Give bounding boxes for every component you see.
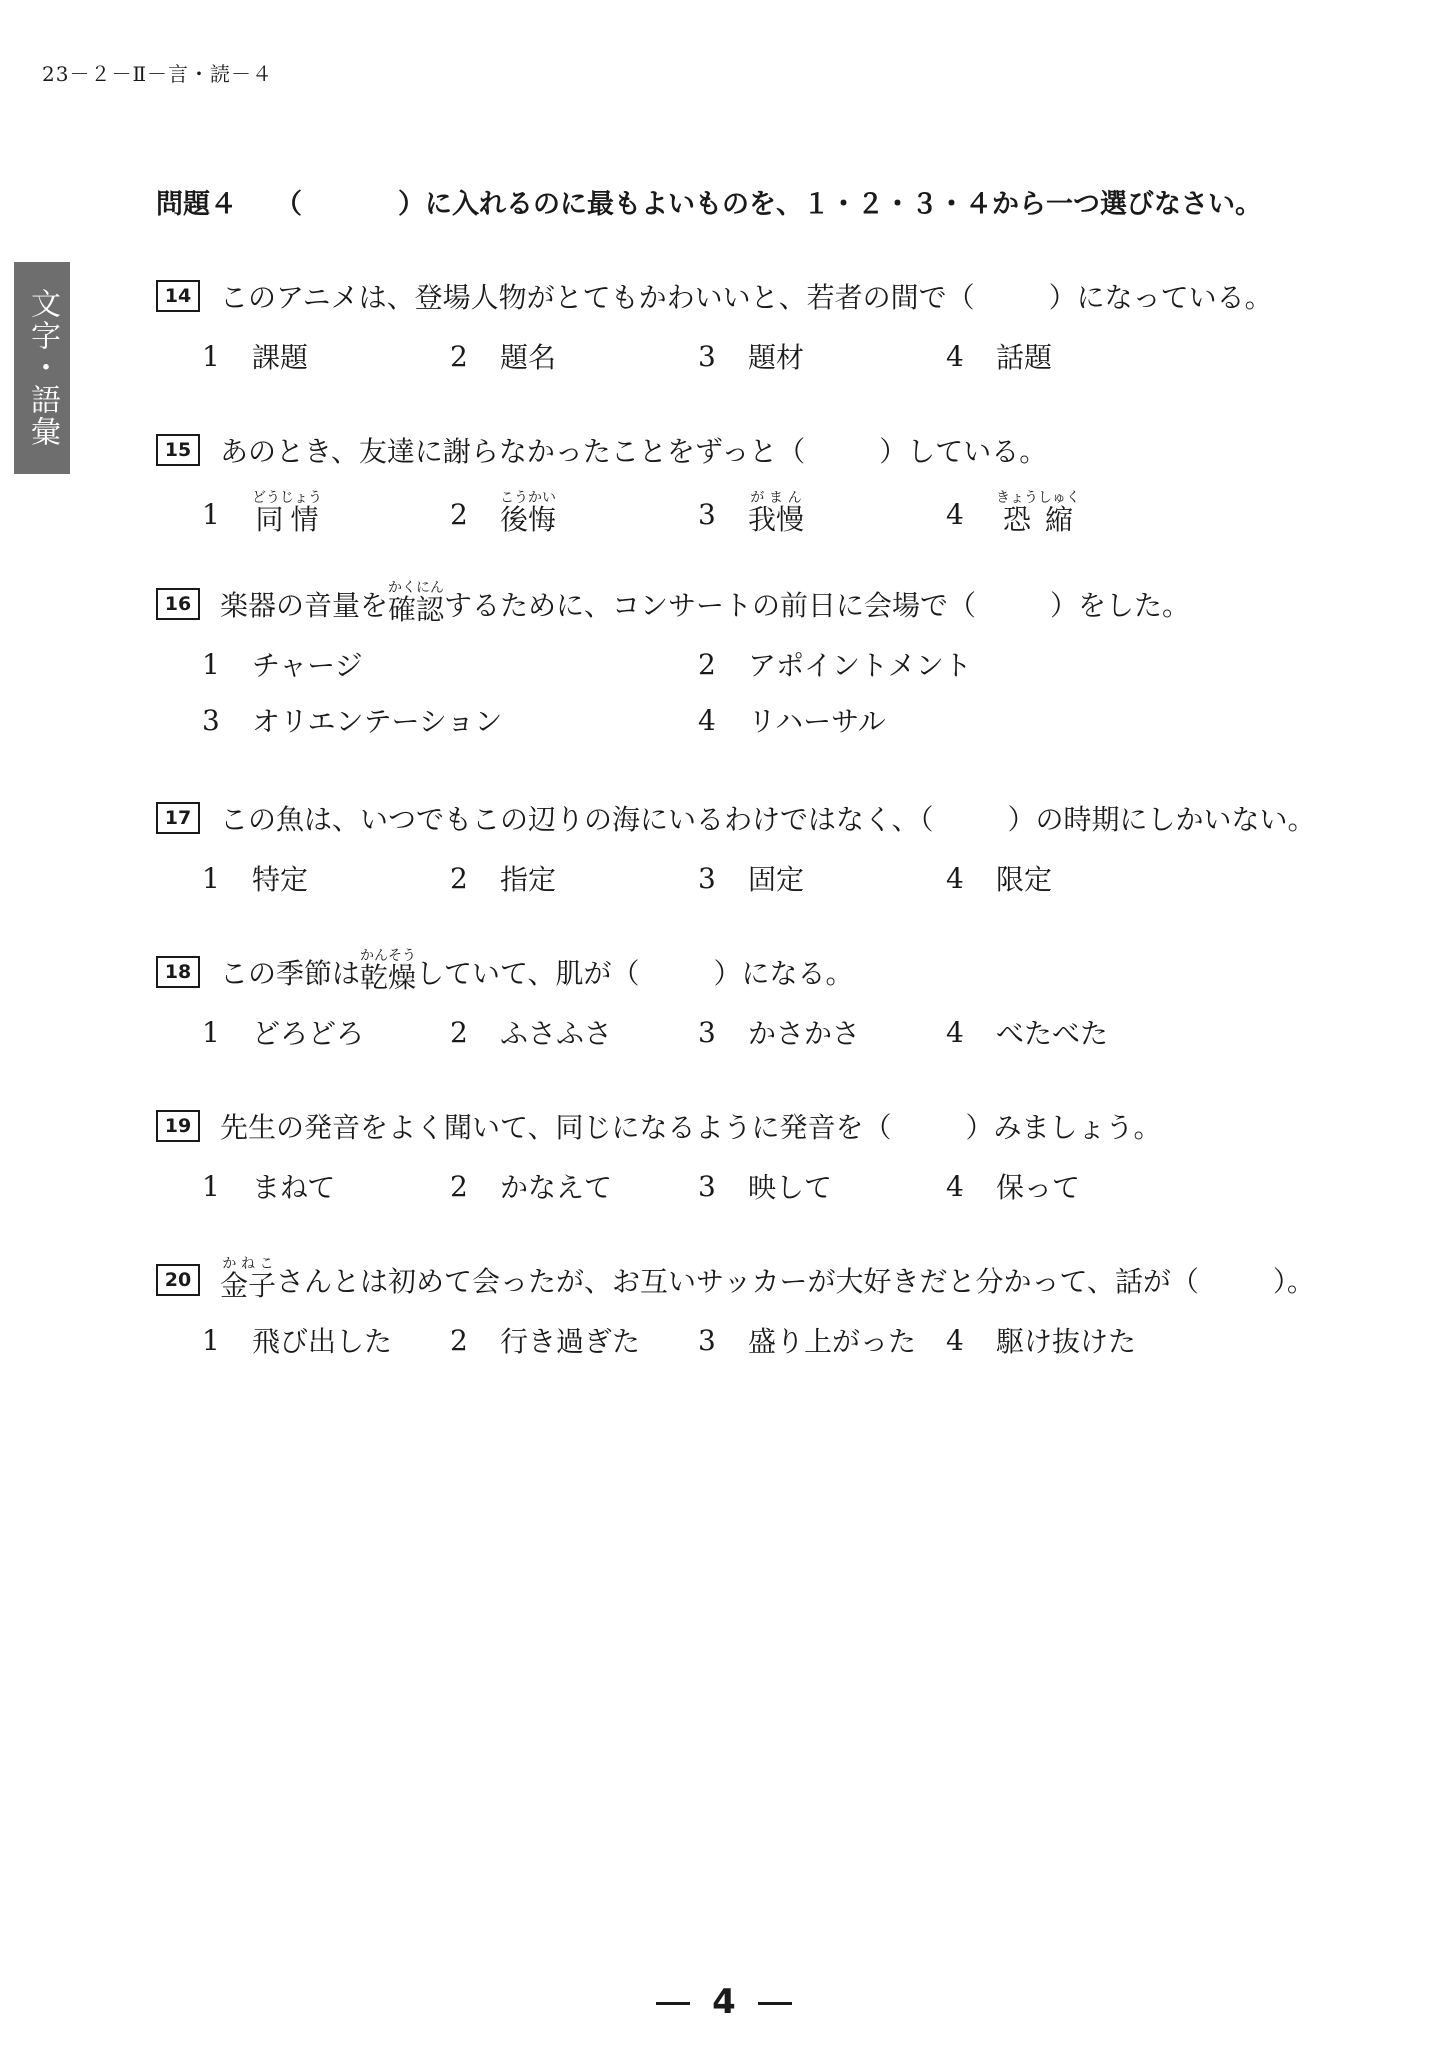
option-1: 1 どろどろ xyxy=(202,1015,365,1050)
option-2: 2 行き過ぎた xyxy=(450,1323,641,1358)
option-4: 4 限定 xyxy=(946,861,1053,896)
question-number: 14 xyxy=(156,280,200,312)
option-4: 4 恐縮きょうしゅく xyxy=(946,490,1080,536)
option-4: 4 話題 xyxy=(946,339,1053,374)
question-text-middle: するために、コンサートの前日に会場で（ xyxy=(444,589,977,622)
section-side-tab xyxy=(14,262,70,474)
ruby-word: 金子かねこ xyxy=(220,1256,277,1302)
question-number: 18 xyxy=(156,956,200,988)
ruby-word: 乾燥かんそう xyxy=(360,948,417,994)
question-text-before: このアニメは、登場人物がとてもかわいいと、若者の間で（ xyxy=(220,281,975,314)
option-3: 3 映して xyxy=(698,1169,833,1204)
option-3: 3 固定 xyxy=(698,861,805,896)
instruction-text: ）に入れるのに最もよいものを、１・２・３・４から一つ選びなさい。 xyxy=(398,189,1262,220)
option-3: 3 かさかさ xyxy=(698,1015,861,1050)
option-1: 1 まねて xyxy=(202,1169,336,1204)
question-text-middle: していて、肌が（ xyxy=(416,957,640,990)
option-1: 1 飛び出した xyxy=(202,1323,393,1358)
question-20 xyxy=(156,1256,1336,1360)
page-number-dash-left xyxy=(656,2002,690,2005)
question-15 xyxy=(156,430,1336,536)
question-text-after: ）になっている。 xyxy=(1048,281,1273,314)
question-17 xyxy=(156,798,1336,898)
question-text-before: 先生の発音をよく聞いて、同じになるように発音を（ xyxy=(220,1111,892,1144)
option-4: 4 駆け抜けた xyxy=(946,1323,1137,1358)
question-16 xyxy=(156,580,1336,740)
option-1: 1 チャージ xyxy=(202,647,363,682)
option-4: 4 べたべた xyxy=(946,1015,1109,1050)
instruction-open-paren: （ xyxy=(275,189,302,220)
option-3: 3 我慢がまん xyxy=(698,490,805,536)
question-text-after: ）をした。 xyxy=(1050,589,1191,622)
option-2: 2 指定 xyxy=(450,861,557,896)
question-number: 16 xyxy=(156,588,200,620)
option-4: 4 リハーサル xyxy=(698,703,886,738)
question-text-after: ）みましょう。 xyxy=(965,1111,1162,1144)
option-1: 1 特定 xyxy=(202,861,309,896)
question-19 xyxy=(156,1106,1336,1206)
option-2: 2 後悔こうかい xyxy=(450,490,557,536)
question-number: 20 xyxy=(156,1264,200,1296)
option-3: 3 題材 xyxy=(698,339,805,374)
option-1: 1 同情どうじょう xyxy=(202,490,322,536)
question-text-after: ）の時期にしかいない。 xyxy=(1007,803,1316,836)
option-2: 2 ふさふさ xyxy=(450,1015,613,1050)
question-text-after: ）。 xyxy=(1272,1265,1315,1298)
question-text-middle: さんとは初めて会ったが、お互いサッカーが大好きだと分かって、話が（ xyxy=(276,1265,1199,1298)
question-text-after: ）している。 xyxy=(879,435,1048,468)
section-side-tab-label: 文字・語彙 xyxy=(25,288,60,448)
question-text-before: あのとき、友達に謝らなかったことをずっと（ xyxy=(220,435,806,468)
question-number: 15 xyxy=(156,434,200,466)
instruction-prefix: 問題４ xyxy=(156,189,237,220)
option-1: 1 課題 xyxy=(202,339,309,374)
page-number xyxy=(0,1982,1448,2022)
option-2: 2 アポイントメント xyxy=(698,647,972,682)
instruction xyxy=(156,182,1262,221)
option-3: 3 盛り上がった xyxy=(698,1323,917,1358)
page-header-code: 23－２－Ⅱ－言・読－４ xyxy=(42,62,274,86)
question-text-before: この魚は、いつでもこの辺りの海にいるわけではなく、（ xyxy=(220,803,934,836)
question-14 xyxy=(156,276,1336,376)
question-text-after: ）になる。 xyxy=(713,957,854,990)
page-number-value: 4 xyxy=(712,1982,736,2022)
ruby-word: 確認かくにん xyxy=(388,580,445,626)
question-18 xyxy=(156,948,1336,1052)
option-2: 2 かなえて xyxy=(450,1169,613,1204)
option-4: 4 保って xyxy=(946,1169,1081,1204)
question-number: 17 xyxy=(156,802,200,834)
option-3: 3 オリエンテーション xyxy=(202,703,503,738)
option-2: 2 題名 xyxy=(450,339,557,374)
question-text-before: この季節は xyxy=(220,957,361,990)
page-number-dash-right xyxy=(758,2002,792,2005)
question-number: 19 xyxy=(156,1110,200,1142)
question-text-before: 楽器の音量を xyxy=(220,589,389,622)
